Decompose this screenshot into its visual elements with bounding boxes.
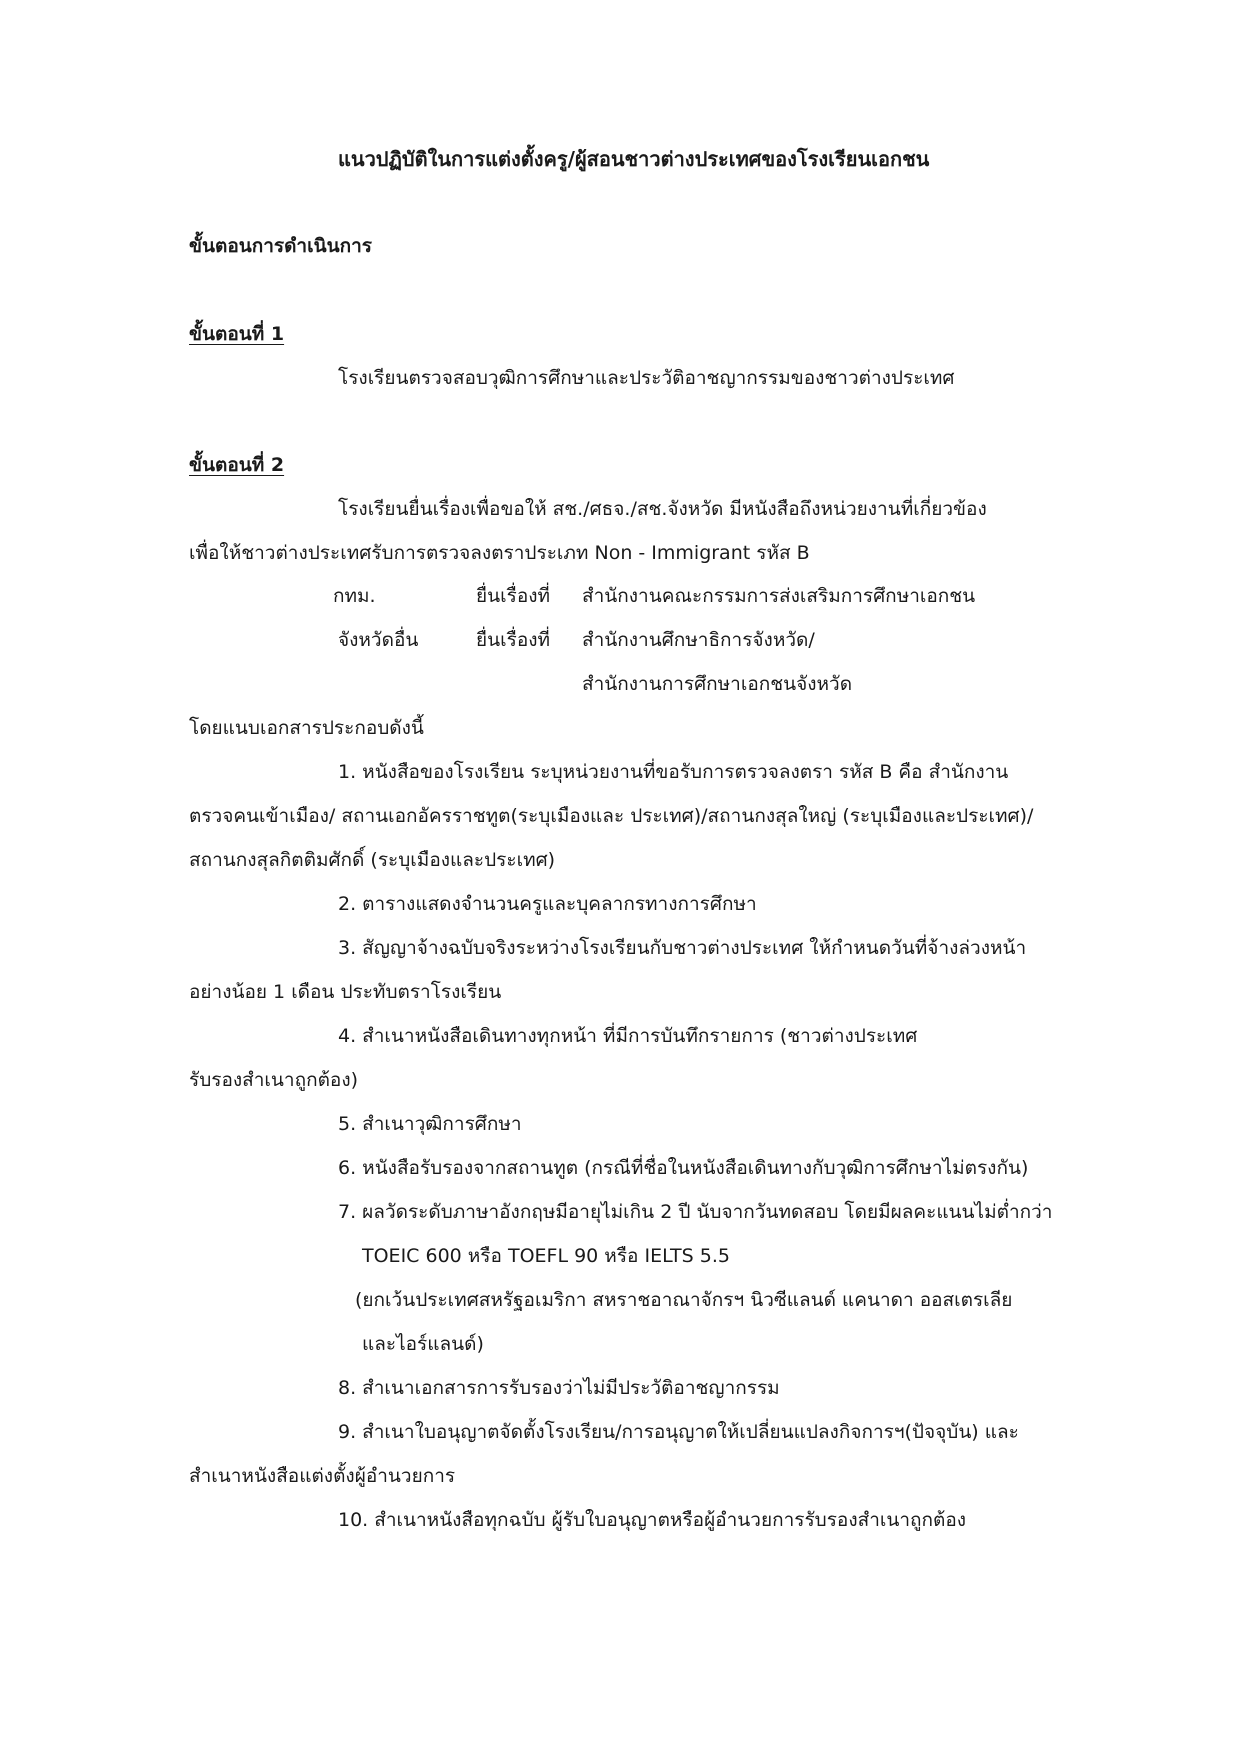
item-4-line1: 4. สำเนาหนังสือเดินทางทุกหน้า ที่มีการบันทึกรายการ (ชาวต่างประเทศ	[338, 1025, 918, 1047]
document-title: แนวปฏิบัติในการแต่งตั้งครู/ผู้สอนชาวต่างประเทศของโรงเรียนเอกชน	[338, 147, 930, 171]
step2-intro-line1: โรงเรียนยื่นเรื่องเพื่อขอให้ สช./ศธจ./สช.จังหวัด มีหนังสือถึงหน่วยงานที่เกี่ยวข้อง	[338, 498, 987, 520]
item-6: 6. หนังสือรับรองจากสถานทูต (กรณีที่ชื่อในหนังสือเดินทางกับวุฒิการศึกษาไม่ตรงกัน)	[338, 1157, 1029, 1179]
item-9-line1: 9. สำเนาใบอนุญาตจัดตั้งโรงเรียน/การอนุญาตให้เปลี่ยนแปลงกิจการฯ(ปัจจุบัน) และ	[338, 1421, 1019, 1443]
province-label: จังหวัดอื่น	[338, 629, 419, 651]
item-8: 8. สำเนาเอกสารการรับรองว่าไม่มีประวัติอาชญากรรม	[338, 1377, 780, 1399]
attachments-intro: โดยแนบเอกสารประกอบดังนี้	[189, 717, 424, 739]
step1-heading: ขั้นตอนที่ 1	[189, 323, 285, 345]
province-office-line2: สำนักงานการศึกษาเอกชนจังหวัด	[582, 673, 853, 695]
section-heading: ขั้นตอนการดำเนินการ	[189, 235, 372, 257]
item-3-line1: 3. สัญญาจ้างฉบับจริงระหว่างโรงเรียนกับชาวต่างประเทศ ให้กำหนดวันที่จ้างล่วงหน้า	[338, 937, 1027, 959]
item-7-line1: 7. ผลวัดระดับภาษาอังกฤษมีอายุไม่เกิน 2 ปี นับจากวันทดสอบ โดยมีผลคะแนนไม่ต่ำกว่า	[338, 1201, 1053, 1223]
item-2: 2. ตารางแสดงจำนวนครูและบุคลากรทางการศึกษา	[338, 893, 757, 915]
step2-intro-line2: เพื่อให้ชาวต่างประเทศรับการตรวจลงตราประเภท Non - Immigrant รหัส B	[189, 542, 810, 564]
item-1-line2: ตรวจคนเข้าเมือง/ สถานเอกอัครราชทูต(ระบุเมืองและ ประเทศ)/สถานกงสุลใหญ่ (ระบุเมืองและประเทศ)/	[189, 805, 1034, 827]
province-office-line1: สำนักงานศึกษาธิการจังหวัด/	[582, 629, 815, 651]
item-9-line2: สำเนาหนังสือแต่งตั้งผู้อำนวยการ	[189, 1465, 456, 1487]
bkk-submit-label: ยื่นเรื่องที่	[476, 585, 551, 607]
item-5: 5. สำเนาวุฒิการศึกษา	[338, 1113, 522, 1135]
bkk-label: กทม.	[333, 585, 376, 607]
step2-heading: ขั้นตอนที่ 2	[189, 454, 285, 476]
item-1-line1: 1. หนังสือของโรงเรียน ระบุหน่วยงานที่ขอรับการตรวจลงตรา รหัส B คือ สำนักงาน	[338, 761, 1009, 783]
step1-text: โรงเรียนตรวจสอบวุฒิการศึกษาและประวัติอาชญากรรมของชาวต่างประเทศ	[338, 367, 955, 389]
province-submit-label: ยื่นเรื่องที่	[476, 629, 551, 651]
item-7-line3: (ยกเว้นประเทศสหรัฐอเมริกา สหราชอาณาจักรฯ นิวซีแลนด์ แคนาดา ออสเตรเลีย	[355, 1289, 1013, 1311]
bkk-office: สำนักงานคณะกรรมการส่งเสริมการศึกษาเอกชน	[582, 585, 976, 607]
item-3-line2: อย่างน้อย 1 เดือน ประทับตราโรงเรียน	[189, 981, 502, 1003]
item-10: 10. สำเนาหนังสือทุกฉบับ ผู้รับใบอนุญาตหรือผู้อำนวยการรับรองสำเนาถูกต้อง	[338, 1509, 967, 1531]
item-4-line2: รับรองสำเนาถูกต้อง)	[189, 1069, 359, 1091]
item-7-line2: TOEIC 600 หรือ TOEFL 90 หรือ IELTS 5.5	[362, 1245, 730, 1267]
item-7-line4: และไอร์แลนด์)	[362, 1333, 484, 1355]
item-1-line3: สถานกงสุลกิตติมศักดิ์ (ระบุเมืองและประเทศ)	[189, 849, 556, 871]
